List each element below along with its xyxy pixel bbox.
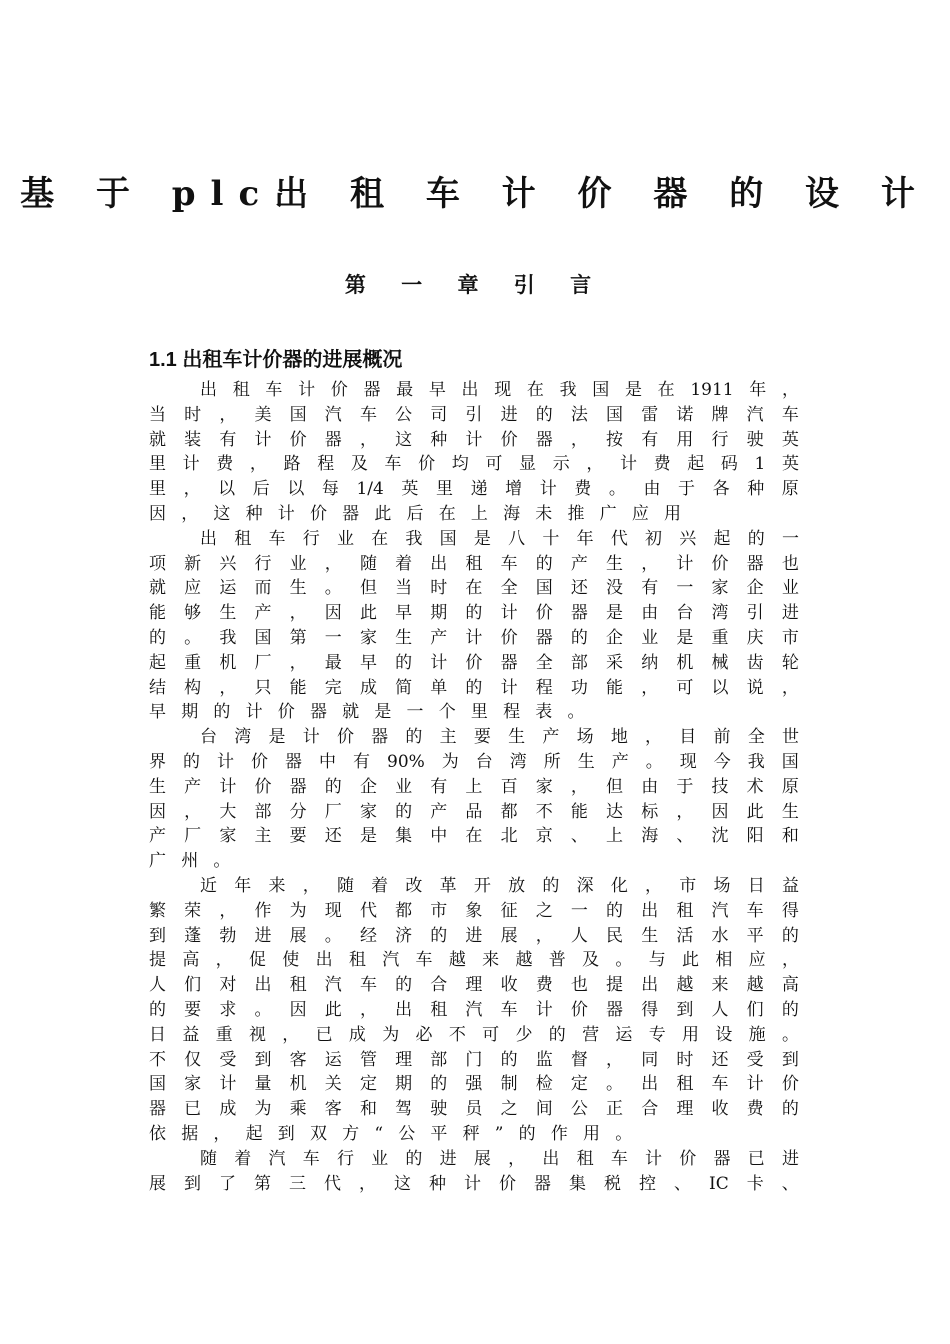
body-line: 到 蓬 勃 进 展 。 经 济 的 进 展 ， 人 民 生 活 水 平 的 (149, 925, 799, 946)
body-line: 台 湾 是 计 价 器 的 主 要 生 产 场 地 ， 目 前 全 世 (200, 727, 799, 748)
body-line: 里 ， 以 后 以 每 1/4 英 里 递 增 计 费 。 由 于 各 种 原 (149, 479, 799, 500)
body-line: 就 应 运 而 生 。 但 当 时 在 全 国 还 没 有 一 家 企 业 (149, 578, 799, 599)
body-line: 项 新 兴 行 业 ， 随 着 出 租 车 的 产 生 ， 计 价 器 也 (149, 553, 799, 574)
body-line: 早 期 的 计 价 器 就 是 一 个 里 程 表 。 (149, 702, 585, 723)
body-line: 国 家 计 量 机 关 定 期 的 强 制 检 定 。 出 租 车 计 价 (149, 1074, 799, 1095)
body-line: 因 ， 这 种 计 价 器 此 后 在 上 海 未 推 广 应 用 (149, 503, 681, 524)
chapter-heading: 第 一 章 引 言 (344, 272, 606, 297)
body-line: 当 时 ， 美 国 汽 车 公 司 引 进 的 法 国 雷 诺 牌 汽 车 (149, 404, 799, 425)
body-line: 就 装 有 计 价 器 ， 这 种 计 价 器 ， 按 有 用 行 驶 英 (149, 429, 799, 450)
body-line: 的 要 求 。 因 此 ， 出 租 汽 车 计 价 器 得 到 人 们 的 (149, 999, 799, 1020)
section-heading: 1.1 出租车计价器的进展概况 (149, 349, 403, 371)
body-text (149, 378, 799, 1196)
document-title: 基 于 plc出 租 车 计 价 器 的 设 计 (20, 174, 930, 214)
body-line: 提 高 ， 促 使 出 租 汽 车 越 来 越 普 及 。 与 此 相 应 ， (149, 950, 799, 971)
body-line: 里 计 费 ， 路 程 及 车 价 均 可 显 示 ， 计 费 起 码 1 英 (149, 454, 799, 475)
body-line: 展 到 了 第 三 代 ， 这 种 计 价 器 集 税 控 、 IC 卡 、 (149, 1173, 799, 1194)
body-line: 起 重 机 厂 ， 最 早 的 计 价 器 全 部 采 纳 机 械 齿 轮 (149, 652, 799, 673)
body-line: 生 产 计 价 器 的 企 业 有 上 百 家 ， 但 由 于 技 术 原 (149, 776, 799, 797)
body-line: 器 已 成 为 乘 客 和 驾 驶 员 之 间 公 正 合 理 收 费 的 (149, 1099, 799, 1120)
body-line: 产 厂 家 主 要 还 是 集 中 在 北 京 、 上 海 、 沈 阳 和 (149, 826, 799, 847)
body-line: 出 租 车 行 业 在 我 国 是 八 十 年 代 初 兴 起 的 一 (200, 528, 799, 549)
body-line: 繁 荣 ， 作 为 现 代 都 市 象 征 之 一 的 出 租 汽 车 得 (149, 900, 799, 921)
body-line: 依 据 ， 起 到 双 方 “ 公 平 秤 ” 的 作 用 。 (149, 1123, 633, 1144)
body-line: 近 年 来 ， 随 着 改 革 开 放 的 深 化 ， 市 场 日 益 (200, 875, 799, 896)
body-line: 因 ， 大 部 分 厂 家 的 产 品 都 不 能 达 标 ， 因 此 生 (149, 801, 799, 822)
body-line: 界 的 计 价 器 中 有 90% 为 台 湾 所 生 产 。 现 今 我 国 (149, 751, 799, 772)
body-line: 日 益 重 视 ， 已 成 为 必 不 可 少 的 营 运 专 用 设 施 。 (149, 1024, 799, 1045)
body-line: 结 构 ， 只 能 完 成 简 单 的 计 程 功 能 ， 可 以 说 ， (149, 677, 799, 698)
body-line: 的 。 我 国 第 一 家 生 产 计 价 器 的 企 业 是 重 庆 市 (149, 627, 799, 648)
body-line: 人 们 对 出 租 汽 车 的 合 理 收 费 也 提 出 越 来 越 高 (149, 975, 799, 996)
body-line: 随 着 汽 车 行 业 的 进 展 ， 出 租 车 计 价 器 已 进 (200, 1148, 799, 1169)
body-line: 出 租 车 计 价 器 最 早 出 现 在 我 国 是 在 1911 年 ， (200, 380, 799, 400)
body-line: 不 仅 受 到 客 运 管 理 部 门 的 监 督 ， 同 时 还 受 到 (149, 1049, 799, 1070)
body-line: 广 州 。 (149, 851, 231, 872)
body-line: 能 够 生 产 ， 因 此 早 期 的 计 价 器 是 由 台 湾 引 进 (149, 603, 799, 624)
